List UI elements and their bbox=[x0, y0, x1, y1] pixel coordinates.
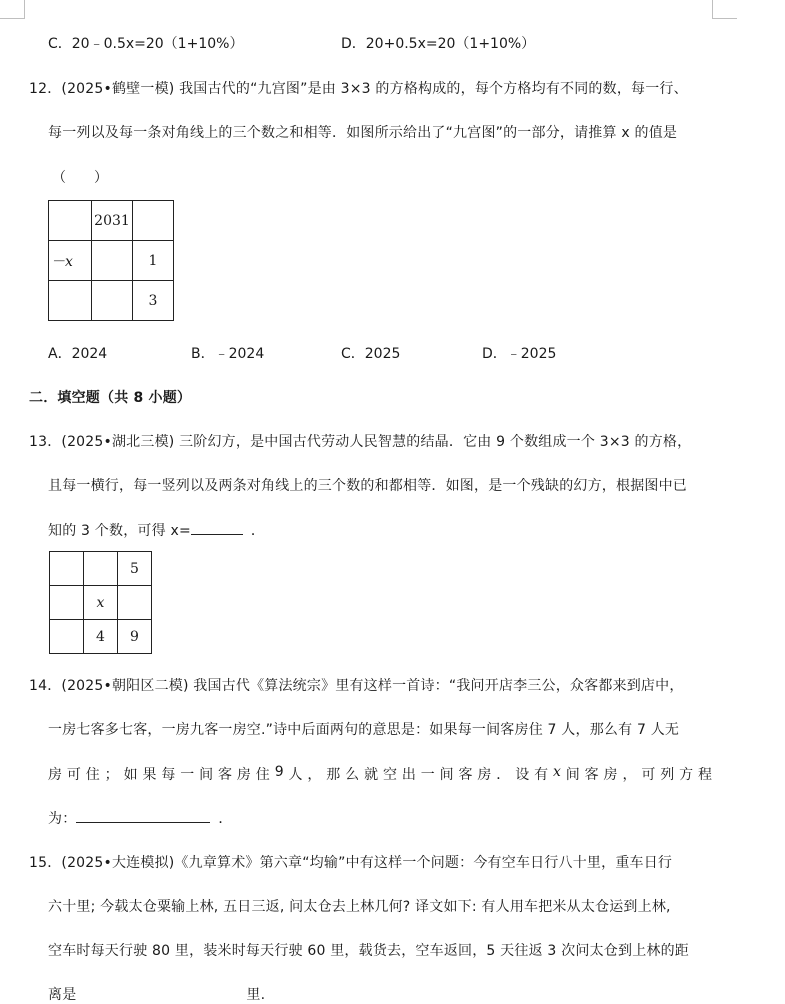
grid-cell bbox=[92, 281, 133, 321]
q14-line3-char: 空 bbox=[382, 767, 397, 783]
q14-line3-char: x bbox=[552, 764, 561, 780]
q14-stem-line-2: 一房七客多七客，一房九客一房空.”诗中后面两句的意思是：如果每一间客房住 7 人，那么有 7 人无 bbox=[48, 722, 680, 738]
grid-cell: 9 bbox=[118, 620, 152, 654]
q14-line3-char: 人 bbox=[288, 767, 303, 783]
q15-stem-line-1: 15．(2025•大连模拟)《九章算术》第六章“均输”中有这样一个问题：今有空车日行八十里，重车日行 bbox=[29, 855, 673, 871]
q14-line3-char: 房 bbox=[477, 767, 492, 783]
q14-line3-char: 程 bbox=[698, 767, 712, 783]
q14-line4-text: 为： bbox=[48, 811, 77, 827]
q14-line3-char: 9 bbox=[274, 764, 284, 780]
q12-stem-line-1: 12．(2025•鹤壁一模) 我国古代的“九宫图”是由 3×3 的方格构成的，每个方格均有不同的数，每一行、 bbox=[29, 81, 688, 97]
q15-stem-line-2: 六十里; 今载太仓粟输上林, 五日三返, 问太仓去上林几何? 译文如下: 有人用车把米从太仓运到上林, bbox=[48, 899, 671, 915]
q14-line3-char: 列 bbox=[660, 767, 675, 783]
grid-cell bbox=[133, 201, 174, 241]
grid-cell: 1 bbox=[133, 241, 174, 281]
grid-cell bbox=[50, 620, 84, 654]
q14-line3-char: 住 bbox=[255, 767, 270, 783]
grid-cell bbox=[92, 241, 133, 281]
section-heading-fill-in: 二．填空题（共 8 小题） bbox=[29, 390, 192, 406]
q12-option-d: D．﹣2025 bbox=[482, 346, 557, 362]
grid-cell bbox=[49, 201, 92, 241]
q11-option-d: D．20+0.5x=20（1+10%） bbox=[341, 36, 536, 52]
q13-stem-line-1: 13．(2025•湖北三模) 三阶幻方，是中国古代劳动人民智慧的结晶．它由 9 个数组成一个 3×3 的方格， bbox=[29, 434, 692, 450]
q13-magic-square-grid bbox=[49, 551, 152, 654]
q14-line3-char: 设 bbox=[515, 767, 530, 783]
grid-cell: 2031 bbox=[92, 201, 133, 241]
q14-line3-char: 每 bbox=[161, 767, 176, 783]
grid-cell bbox=[118, 586, 152, 620]
q14-line3-char: 间 bbox=[565, 767, 580, 783]
grid-cell: 5 bbox=[118, 552, 152, 586]
q14-line4-period: ． bbox=[218, 811, 233, 827]
q14-stem-line-4 bbox=[48, 808, 233, 828]
q12-stem-line-2: 每一列以及每一条对角线上的三个数之和相等．如图所示给出了“九宫图”的一部分，请推算 x 的值是 bbox=[48, 125, 678, 141]
q14-line3-char: ， bbox=[307, 767, 322, 783]
grid-cell bbox=[49, 281, 92, 321]
q14-line3-char: 出 bbox=[401, 767, 416, 783]
grid-cell: 4 bbox=[84, 620, 118, 654]
page-corner-mark-right bbox=[712, 0, 737, 19]
q14-line3-char: 间 bbox=[199, 767, 214, 783]
q14-line3-char: 可 bbox=[66, 767, 81, 783]
q14-line3-char: 一 bbox=[180, 767, 195, 783]
q14-line3-char: 么 bbox=[345, 767, 360, 783]
q14-line3-char: ； bbox=[104, 767, 119, 783]
q15-line4-suffix: 里. bbox=[246, 987, 266, 1003]
q11-option-c: C．20﹣0.5x=20（1+10%） bbox=[48, 36, 244, 52]
grid-cell: －x bbox=[49, 241, 92, 281]
q14-line3-char: 客 bbox=[458, 767, 473, 783]
q14-line3-char: 就 bbox=[364, 767, 379, 783]
q12-option-b: B．﹣2024 bbox=[191, 346, 265, 362]
q14-line3-char: 客 bbox=[584, 767, 599, 783]
q14-stem-line-3 bbox=[48, 764, 712, 784]
q14-line3-char: 方 bbox=[679, 767, 694, 783]
q13-line3-period: ． bbox=[250, 523, 266, 539]
page-corner-mark-left bbox=[0, 0, 25, 19]
grid-cell bbox=[84, 552, 118, 586]
q14-stem-line-1: 14．(2025•朝阳区二模) 我国古代《算法统宗》里有这样一首诗：“我问开店李三公，众客都来到店中， bbox=[29, 678, 684, 694]
q14-line3-char: 住 bbox=[85, 767, 100, 783]
q14-line3-char: 有 bbox=[534, 767, 549, 783]
q14-line3-char: ． bbox=[496, 767, 511, 783]
q13-stem-line-3 bbox=[48, 520, 265, 540]
q12-option-a: A．2024 bbox=[48, 346, 108, 362]
q14-answer-blank[interactable] bbox=[76, 808, 210, 823]
q14-line3-char: 间 bbox=[439, 767, 454, 783]
q14-line3-char: 一 bbox=[420, 767, 435, 783]
q14-line3-char: ， bbox=[622, 767, 637, 783]
q14-line3-char: 房 bbox=[603, 767, 618, 783]
q12-answer-parentheses: （ ） bbox=[52, 170, 108, 186]
q13-line3-text: 知的 3 个数，可得 x= bbox=[48, 523, 191, 539]
grid-cell bbox=[50, 552, 84, 586]
q15-stem-line-3: 空车时每天行驶 80 里，装米时每天行驶 60 里，载货去，空车返回，5 天往返 3 次问太仓到上林的距 bbox=[48, 943, 689, 959]
grid-cell bbox=[50, 586, 84, 620]
q14-line3-char: 如 bbox=[123, 767, 138, 783]
q14-line3-char: 房 bbox=[48, 767, 62, 783]
q14-line3-char: 那 bbox=[326, 767, 341, 783]
q14-line3-char: 房 bbox=[236, 767, 251, 783]
q15-stem-line-4 bbox=[48, 984, 265, 1004]
q12-nine-palace-grid bbox=[48, 200, 174, 321]
q14-line3-char: 果 bbox=[142, 767, 157, 783]
q12-option-c: C．2025 bbox=[341, 346, 401, 362]
q13-answer-blank[interactable] bbox=[191, 520, 243, 535]
grid-cell: 3 bbox=[133, 281, 174, 321]
q14-line3-char: 可 bbox=[641, 767, 656, 783]
q15-line4-text: 离是 bbox=[48, 987, 77, 1003]
q14-line3-char: 客 bbox=[218, 767, 233, 783]
q13-stem-line-2: 且每一横行，每一竖列以及两条对角线上的三个数的和都相等．如图，是一个残缺的幻方，根据图中已 bbox=[48, 478, 687, 494]
grid-cell: x bbox=[84, 586, 118, 620]
